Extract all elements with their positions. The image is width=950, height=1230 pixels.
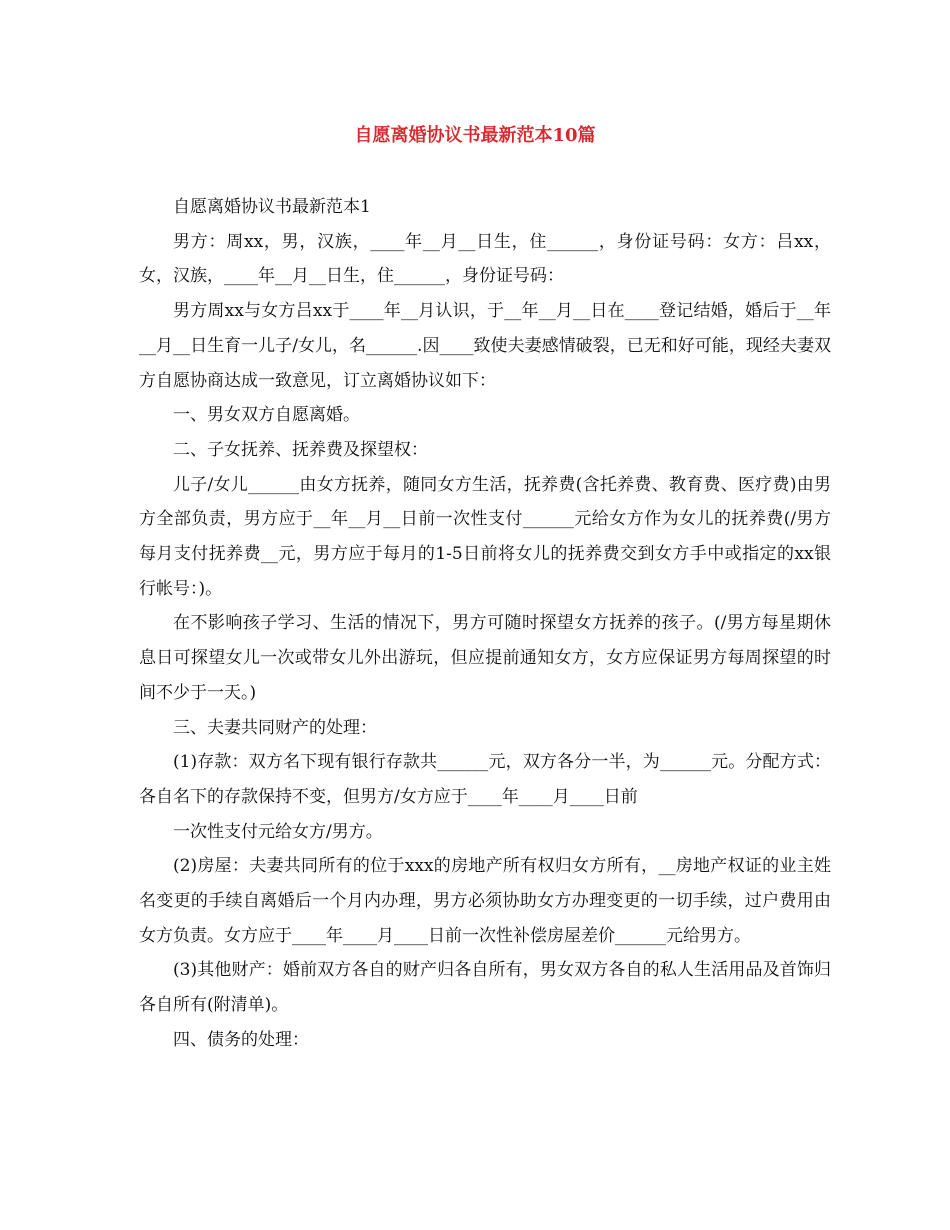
document-body (139, 190, 831, 1058)
document-title: 自愿离婚协议书最新范本10篇 (354, 125, 596, 146)
deposit-payment-line: 一次性支付元给女方/男方。 (173, 821, 383, 842)
clause-debt-heading: 四、债务的处理： (173, 1029, 309, 1050)
clause-divorce: 一、男女双方自愿离婚。 (173, 405, 360, 426)
deposit-paragraph: (1)存款：双方名下现有银行存款共______元，双方各分一半，为______元。分配方式：各自名下的存款保持不变，但男方/女方应于____年____月____日前 (139, 752, 831, 807)
parties-paragraph: 男方：周xx，男，汉族，____年__月__日生，住______，身份证号码：女方：吕xx，女，汉族，____年__月__日生，住______，身份证号码： (139, 231, 831, 287)
other-property-paragraph: (3)其他财产：婚前双方各自的财产归各自所有，男女双方各自的私人生活用品及首饰归各自所有(附清单)。 (139, 960, 831, 1016)
child-support-paragraph: 儿子/女儿______由女方抚养，随同女方生活，抚养费(含托养费、教育费、医疗费)由男方全部负责，男方应于__年__月__日前一次性支付______元给女方作为女儿的抚养费(/男方每月支付抚养费__元，男方应于每月的1-5日前将女儿的抚养费交到女方手中或指定的xx银行帐号：)。 (139, 474, 831, 599)
marriage-background-paragraph: 男方周xx与女方吕xx于____年__月认识，于__年__月__日在____登记结婚，婚后于__年__月__日生育一儿子/女儿，名______.因____致使夫妻感情破裂，已无和好可能，现经夫妻双方自愿协商达成一致意见，订立离婚协议如下： (139, 301, 831, 391)
clause-property-heading: 三、夫妻共同财产的处理： (173, 717, 377, 738)
section-heading: 自愿离婚协议书最新范本1 (173, 197, 371, 217)
clause-child-custody-heading: 二、子女抚养、抚养费及探望权： (173, 439, 428, 460)
house-paragraph: (2)房屋：夫妻共同所有的位于xxx的房地产所有权归女方所有，__房地产权证的业主姓名变更的手续自离婚后一个月内办理，男方必须协助女方办理变更的一切手续，过户费用由女方负责。女方应于____年____月____日前一次性补偿房屋差价______元给男方。 (139, 856, 831, 946)
visitation-paragraph: 在不影响孩子学习、生活的情况下，男方可随时探望女方抚养的孩子。(/男方每星期休息日可探望女儿一次或带女儿外出游玩，但应提前通知女方，女方应保证男方每周探望的时间不少于一天。) (139, 613, 831, 703)
